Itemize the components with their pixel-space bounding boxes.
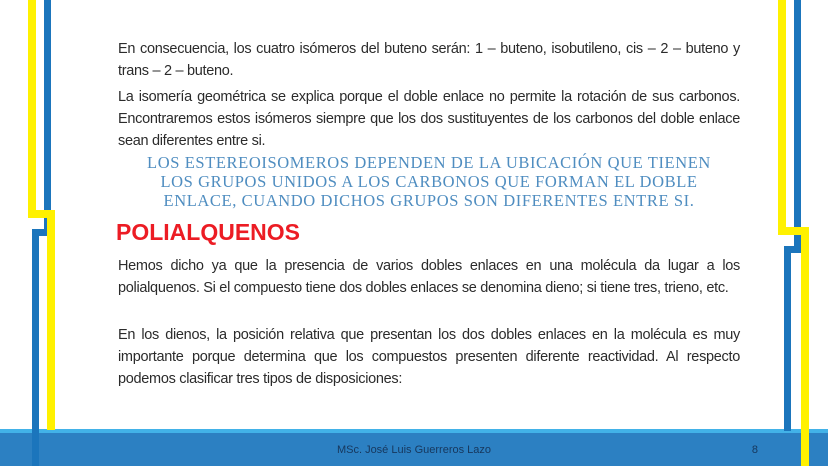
right-blue-line <box>788 0 798 431</box>
footer-author-text: MSc. José Luis Guerreros Lazo <box>336 444 492 456</box>
paragraph-butene-isomers: En consecuencia, los cuatro isómeros del buteno serán: 1 – buteno, isobutileno, cis – 2 – buteno y trans – 2 – buteno. <box>118 41 740 79</box>
stereoisomers-statement-line-1: LOS ESTEREOISOMEROS DEPENDEN DE LA UBICACIÓN QUE TIENEN <box>147 153 711 172</box>
footer-top-strip <box>0 429 828 433</box>
paragraph-polialquenos-intro: Hemos dicho ya que la presencia de varios dobles enlaces en una molécula da lugar a los polialquenos. Si el compuesto tiene dos dobles enlaces se denomina dieno; si tiene tres, trieno, etc. <box>118 258 740 296</box>
right-yellow-line <box>782 0 805 466</box>
page-number: 8 <box>751 444 758 456</box>
left-blue-line <box>36 0 48 466</box>
stereoisomers-statement-line-3: ENLACE, CUANDO DICHOS GRUPOS SON DIFERENTES ENTRE SI. <box>163 191 695 210</box>
stereoisomers-statement-line-2: LOS GRUPOS UNIDOS A LOS CARBONOS QUE FORMAN EL DOBLE <box>160 172 698 191</box>
stereoisomers-statement <box>118 153 740 210</box>
left-yellow-line <box>32 0 51 430</box>
footer-bar <box>0 429 828 466</box>
section-title-polialquenos: POLIALQUENOS <box>116 219 301 245</box>
paragraph-dienos-positions: En los dienos, la posición relativa que presentan los dos dobles enlaces en la molécula es muy importante porque determina que los compuestos presenten diferente reactividad. Al respecto podemos clasificar tres tipos de disposiciones: <box>118 327 740 387</box>
paragraph-geometric-isomerism: La isomería geométrica se explica porque el doble enlace no permite la rotación de sus carbonos. Encontraremos estos isómeros siempre que los dos sustituyentes de los carbonos del doble enlace sean diferentes entre si. <box>118 89 740 149</box>
